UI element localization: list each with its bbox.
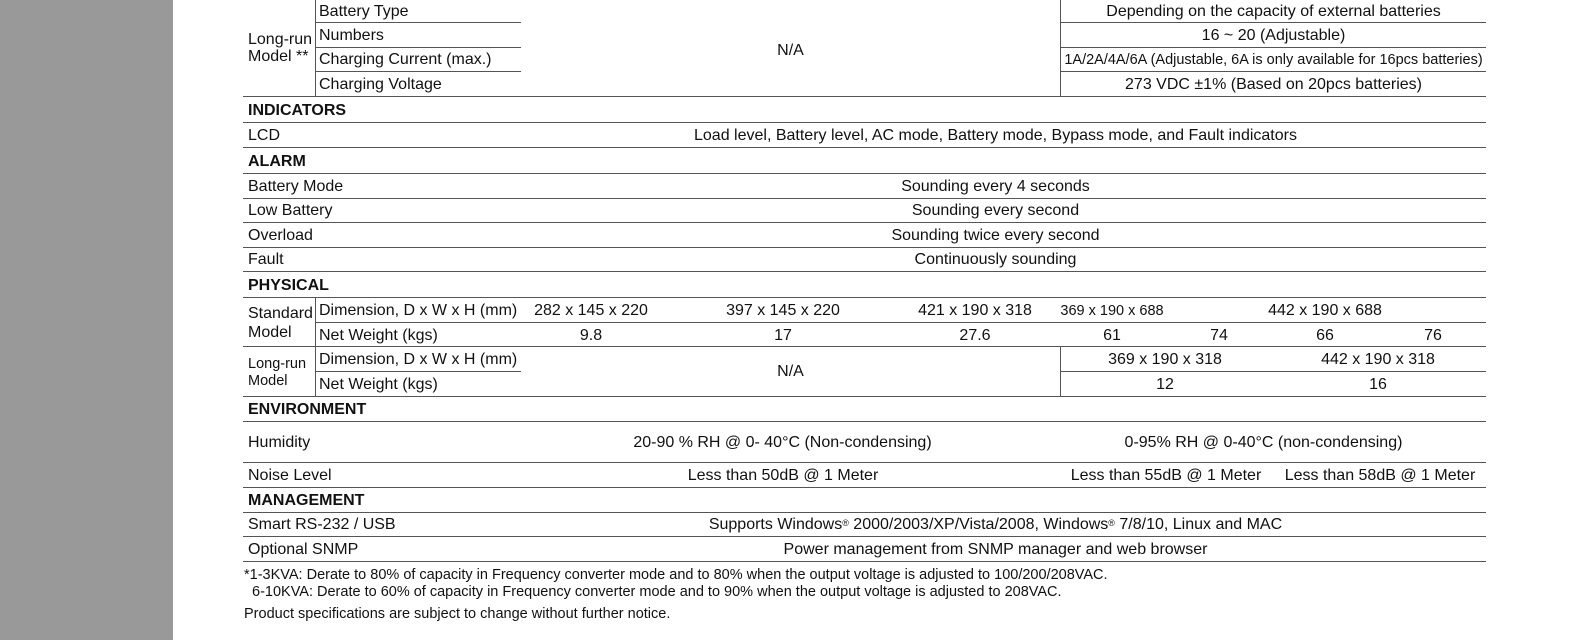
dimension-label: Dimension, D x W x H (mm) — [319, 302, 518, 319]
std-weight-cell: 27.6 — [959, 327, 991, 344]
indicators-heading: INDICATORS — [248, 102, 347, 119]
net-weight-label: Net Weight (kgs) — [319, 327, 438, 344]
footnote-2: 6-10KVA: Derate to 60% of capacity in Frequency converter mode and to 90% when the output voltage is adjusted to 208VAC. — [252, 584, 1062, 600]
rule — [316, 22, 521, 23]
rule — [1060, 47, 1486, 48]
noise-value-a: Less than 50dB @ 1 Meter — [687, 467, 879, 484]
alarm-label: Low Battery — [248, 202, 333, 219]
longrun-model-label: Long-run — [248, 356, 307, 372]
smart-rs232-value: Supports Windows® 2000/2003/XP/Vista/2008, Windows® 7/8/10, Linux and MAC — [708, 516, 1283, 533]
physical-heading: PHYSICAL — [248, 277, 329, 294]
environment-heading: ENVIRONMENT — [248, 401, 367, 418]
noise-value-b: Less than 55dB @ 1 Meter — [1070, 467, 1262, 484]
charging-current-label: Charging Current (max.) — [319, 51, 492, 68]
rule — [243, 561, 1486, 562]
rule — [316, 322, 1486, 323]
longrun-group-label: Long-run — [248, 31, 313, 48]
rule — [243, 396, 1486, 397]
rule — [243, 173, 1486, 174]
rule — [1060, 71, 1486, 72]
rule — [243, 147, 1486, 148]
rule — [243, 536, 1486, 537]
lcd-value: Load level, Battery level, AC mode, Battery mode, Bypass mode, and Fault indicators — [694, 127, 1297, 144]
rule — [316, 47, 521, 48]
disclaimer: Product specifications are subject to change without further notice. — [244, 606, 671, 622]
numbers-value: 16 ~ 20 (Adjustable) — [1201, 27, 1346, 44]
alarm-label: Overload — [248, 227, 313, 244]
rule — [243, 462, 1486, 463]
lr-weight-cell: 16 — [1369, 376, 1387, 393]
rule — [243, 271, 1486, 272]
lr-physical-na: N/A — [777, 363, 804, 380]
standard-model-label-2: Model — [248, 324, 292, 341]
alarm-value: Sounding twice every second — [891, 227, 1100, 244]
lcd-label: LCD — [248, 127, 281, 144]
longrun-group-label-2: Model ** — [248, 48, 309, 65]
lr-net-weight-label: Net Weight (kgs) — [319, 376, 438, 393]
std-weight-cell: 61 — [1103, 327, 1121, 344]
snmp-value: Power management from SNMP manager and web browser — [783, 541, 1208, 558]
rule — [1060, 0, 1061, 96]
alarm-value: Continuously sounding — [914, 251, 1077, 268]
rule — [315, 0, 316, 96]
std-dim-cell: 282 x 145 x 220 — [534, 302, 648, 319]
rule — [316, 71, 521, 72]
rule — [243, 512, 1486, 513]
management-heading: MANAGEMENT — [248, 492, 365, 509]
std-weight-cell: 9.8 — [579, 327, 603, 344]
lr-dim-cell: 442 x 190 x 318 — [1321, 351, 1435, 368]
alarm-label: Battery Mode — [248, 178, 344, 195]
std-weight-cell: 74 — [1210, 327, 1228, 344]
charging-voltage-value: 273 VDC ±1% (Based on 20pcs batteries) — [1125, 76, 1422, 93]
battery-type-label: Battery Type — [319, 3, 409, 20]
noise-value-c: Less than 58dB @ 1 Meter — [1284, 467, 1476, 484]
std-dim-cell: 369 x 190 x 688 — [1060, 303, 1164, 319]
footnote-1: *1-3KVA: Derate to 80% of capacity in Frequency converter mode and to 80% when the output voltage is adjusted to 100/200/208VAC. — [244, 567, 1108, 583]
rule — [243, 198, 1486, 199]
humidity-label: Humidity — [248, 434, 311, 451]
std-weight-cell: 76 — [1424, 327, 1442, 344]
alarm-value: Sounding every second — [911, 202, 1080, 219]
humidity-value-b: 0-95% RH @ 0-40°C (non-condensing) — [1124, 434, 1403, 451]
alarm-value: Sounding every 4 seconds — [901, 178, 1090, 195]
charging-current-value: 1A/2A/4A/6A (Adjustable, 6A is only available for 16pcs batteries) — [1064, 52, 1483, 68]
longrun-model-label-2: Model — [248, 373, 288, 389]
snmp-label: Optional SNMP — [248, 541, 359, 558]
std-weight-cell: 66 — [1316, 327, 1334, 344]
rule — [243, 247, 1486, 248]
standard-model-label: Standard — [248, 305, 313, 322]
rule — [316, 371, 521, 372]
std-dim-cell: 397 x 145 x 220 — [726, 302, 840, 319]
rule — [243, 421, 1486, 422]
std-weight-cell: 17 — [774, 327, 792, 344]
rule — [243, 222, 1486, 223]
numbers-label: Numbers — [319, 27, 384, 44]
rule — [1060, 371, 1486, 372]
noise-label: Noise Level — [248, 467, 332, 484]
battery-type-value: Depending on the capacity of external batteries — [1106, 3, 1441, 20]
longrun-na: N/A — [777, 42, 804, 59]
std-dim-cell: 442 x 190 x 688 — [1268, 302, 1382, 319]
rule — [243, 122, 1486, 123]
rule — [243, 96, 1486, 97]
charging-voltage-label: Charging Voltage — [319, 76, 442, 93]
rule — [1060, 22, 1486, 23]
lr-dimension-label: Dimension, D x W x H (mm) — [319, 351, 518, 368]
std-dim-cell: 421 x 190 x 318 — [918, 302, 1032, 319]
lr-dim-cell: 369 x 190 x 318 — [1108, 351, 1222, 368]
rule — [243, 297, 1486, 298]
humidity-value-a: 20-90 % RH @ 0- 40°C (Non-condensing) — [633, 434, 932, 451]
smart-rs232-label: Smart RS-232 / USB — [248, 516, 396, 533]
alarm-label: Fault — [248, 251, 284, 268]
rule — [243, 346, 1486, 347]
lr-weight-cell: 12 — [1156, 376, 1174, 393]
alarm-heading: ALARM — [248, 153, 306, 170]
rule — [243, 487, 1486, 488]
